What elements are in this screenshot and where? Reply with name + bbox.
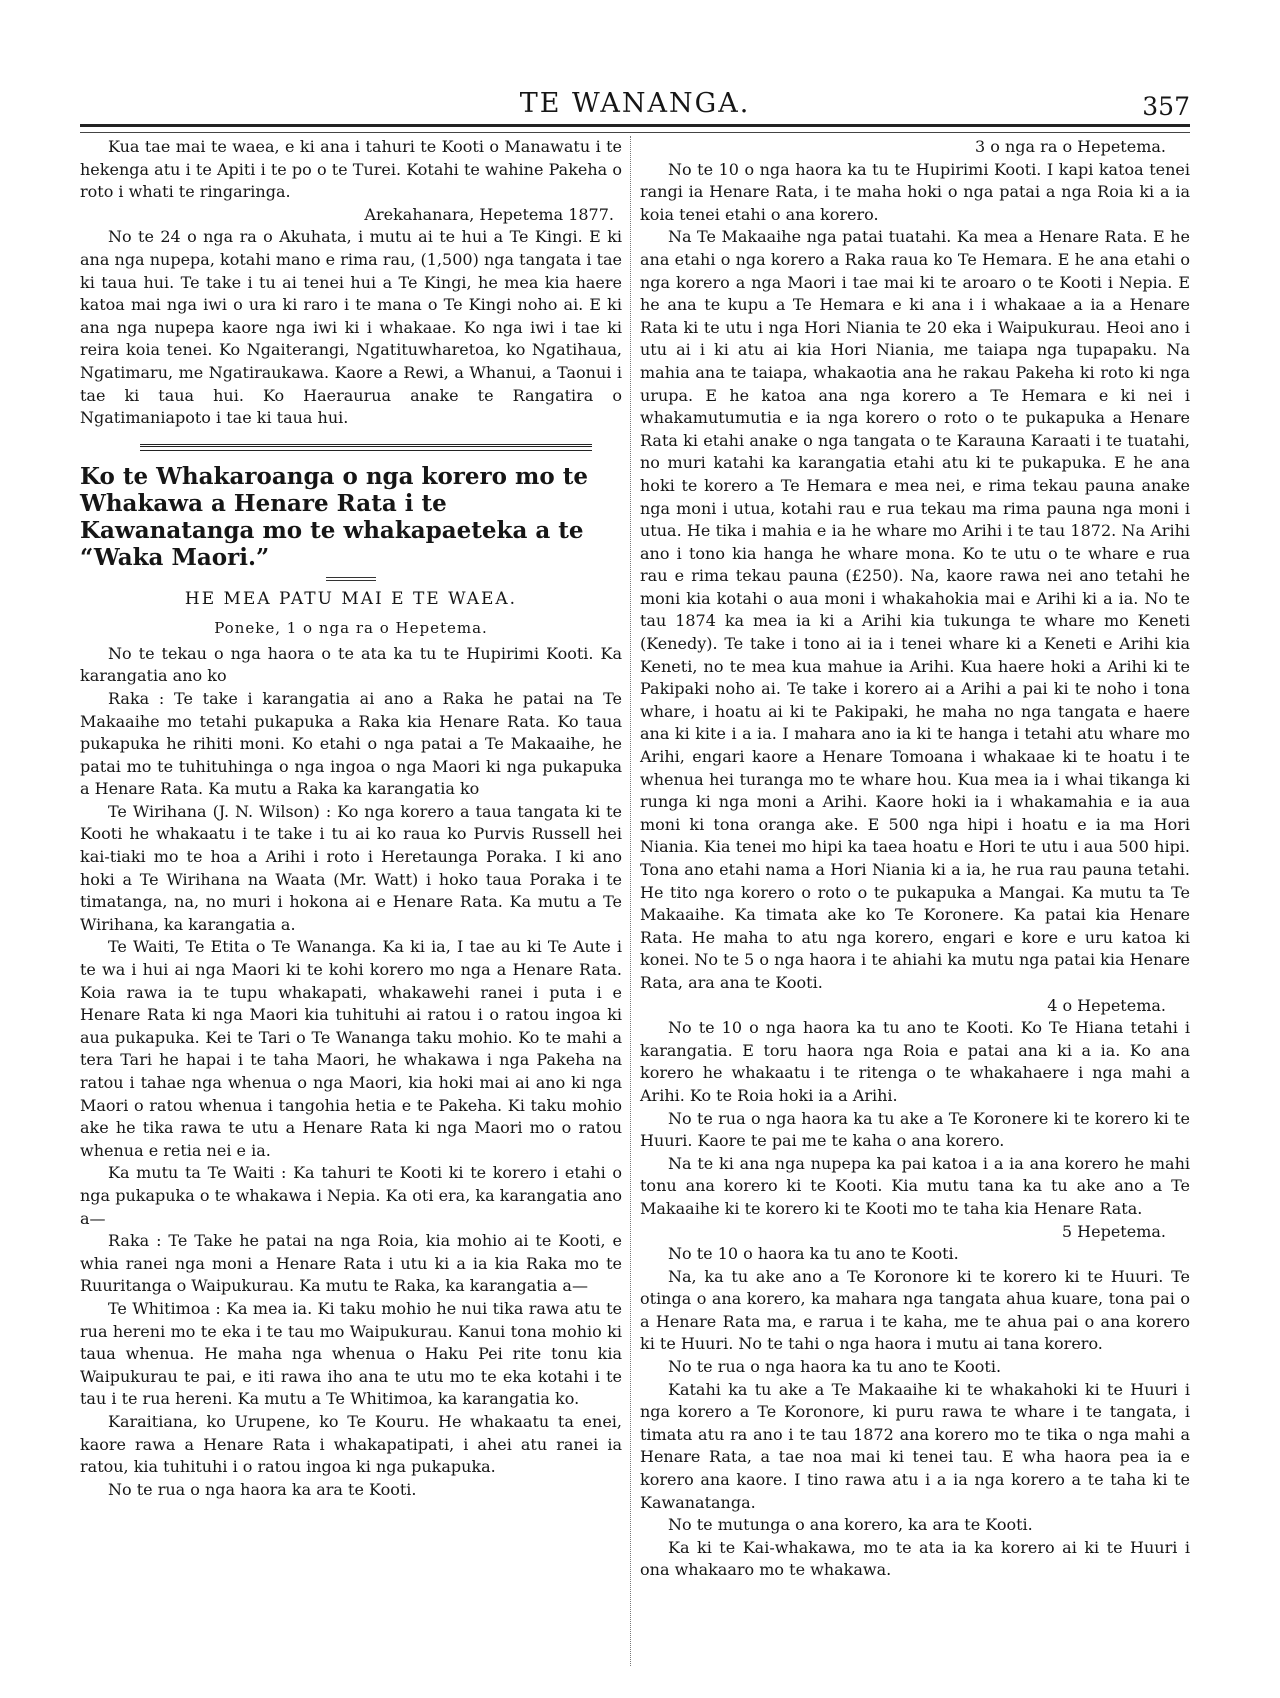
column-divider [630,136,631,1666]
article-paragraph: Na Te Makaaihe nga patai tuatahi. Ka mea a Henare Rata. E he ana etahi o nga korero a Raka raua ko Te Hemara. E he ana etahi o nga korero a nga Maori i tae mai ki te aroaro o te Kooti i Nepia. E he ana te kupu a Te Hemara e ki ana i i whakaae a ia a Henare Rata ki te utu i nga Hori Niania te 20 eka i Waipukurau. Heoi ano i utu ai i ki atu ai kia Hori Niania, me taiapa nga tupapaku. Na mahia ana te taiapa, whakaotia ana he rakau Pakeha ki roto ki nga urupa. E he katoa ana nga korero a Te Hemara e ki nei i whakamutumutia e ia nga korero o roto o te pukapuka a Henare Rata ki etahi anake o nga tangata o te Karauna Karaati i te tuatahi, no muri katahi ka karangatia etahi atu ki te pukapuka. E he ana hoki te korero a Te Hemara e mea nei, e rima tekau pauna anake nga moni i utua, kotahi rau e rua tekau ma rima pauna nga moni i utua. He tika i mahia e ia he whare mo Arihi i te tau 1872. Na Arihi ano i tono kia hanga he whare mona. Ko te utu o te whare e rua rau e rima tekau pauna (£250). Na, kaore rawa nei ano tetahi he moni kia kotahi o aua moni i whakahokia mai e Arihi ki a ia. No te tau 1874 ka mea ia ki a Arihi kia tukunga te whare mo Keneti (Kenedy). Te take i tono ai ia i tenei whare ki a Keneti e Arihi kia Keneti, no te mea kua mahue ia Arihi. Kua haere hoki a Arihi ki te Pakipaki noho ai. Te take i korero ai a Arihi a pai ki te noho i tona whare, i hoatu ai ki te Pakipaki, he maha no nga tangata e haere ana ki kite i a ia. I mahara ano ia ki te hanga i tetahi atu whare mo Arihi, engari kaore a Henare Tomoana i whakaae ki te hoatu i te whenua hei turanga mo te whare hou. Kua mea ia i whai tikanga ki runga ki nga moni a Arihi. Kaore hoki ia i whakamahia e ia aua moni ki tona oranga ake. E 500 nga hipi i hoatu e ia ma Hori Niania. Kia tenei mo hipi ka taea hoatu e Hori te utu i aua 500 hipi. Tona ano etahi nama a Hori Niania ki a ia, he rua rau pauna tetahi. He tito nga korero o roto o te pukapuka a Mangai. Ka mutu ta Te Makaaihe. Ka timata ake ko Te Koronere. Ka patai kia Henare Rata. He maha to atu nga korero, engari e kore e uru katoa ki konei. No te 5 o nga haora i te ahiahi ka mutu nga patai kia Henare Rata, ara ana te Kooti. [640,227,1190,992]
newspaper-title: TE WANANGA. [519,88,751,119]
header-rule-thin [80,132,1190,133]
headline-rule [326,577,376,581]
section-date: 3 o nga ra o Hepetema. [975,137,1166,156]
right-column [640,136,1190,1582]
page-number: 357 [1142,92,1190,121]
article-dateline: Poneke, 1 o nga ra o Hepetema. [214,618,488,637]
article-paragraph: No te rua o nga haora ka tu ake a Te Koronere ki te korero ki te Huuri. Kaore te pai me te kaha o ana korero. [640,1108,1190,1151]
article-paragraph: Na, ka tu ake ano a Te Koronore ki te korero ki te Huuri. Te otinga o ana korero, ka mahara nga tangata ahua kuare, tona pai o a Henare Rata ma, e rarua i te kaha, me te ahua pai o ana korero ki te Huuri. No te tahi o nga haora i mutu ai tana korero. [640,1266,1190,1354]
header-rule [80,124,1190,127]
section-date: 5 Hepetema. [1061,1221,1166,1241]
article-paragraph: Te Waiti, Te Etita o Te Wananga. Ka ki ia, I tae au ki Te Aute i te wa i hui ai nga Maori ki te kohi korero mo nga a Henare Rata. Koia rawa ia te tupu whakapati, whakawehi ranei i puta i e Henare Rata ki nga Maori kia tuhituhi ai ratou i o ratou ingoa ki aua pukapuka. Kei te Tari o Te Wananga taku mohio. Ko te mahi a tera Tari he hapai i te taha Maori, he whakawa i nga Pakeha na ratou i tahae nga whenua o nga Maori, kia hoki mai ai ano ki nga Maori o ratou whenua i tangohia hetia e te Pakeha. Ki taku mohio ake he tika rawa te utu a Henare Rata ki nga Maori mo o ratou whenua e retia nei e ia. [80,937,622,1160]
article-paragraph: Raka : Te Take he patai na nga Roia, kia mohio ai te Kooti, e whia ranei nga moni a Henare Rata i utu ki a ia kia Raka mo te Ruuritanga o Waipukurau. Ka mutu te Raka, ka karangatia a— [80,1231,622,1296]
article-paragraph: No te 10 o nga haora ka tu te Hupirimi Kooti. I kapi katoa tenei rangi ia Henare Rata, i te maha hoki o nga patai a nga Roia ki a ia koia tenei etahi o ana korero. [640,159,1190,224]
article-paragraph: Kua tae mai te waea, e ki ana i tahuri te Kooti o Manawatu i te hekenga atu i te Apiti i te po o te Turei. Kotahi te wahine Pakeha o roto i whati te ringaringa. [80,137,622,202]
article-paragraph: No te mutunga o ana korero, ka ara te Kooti. [668,1515,1033,1535]
article-paragraph: Katahi ka tu ake a Te Makaaihe ki te whakahoki ki te Huuri i nga korero a Te Koronore, ki puru rawa te whare i te tangata, i timata atu ra ano i te tau 1872 ana korero mo te tika o nga mahi a Henare Rata, a tae noa mai ki tenei tau. E wha haora pea ia e korero ana kaore. I tino rawa atu i a ia nga korero a te taha ki te Kawanatanga. [640,1379,1190,1512]
article-subheading: HE MEA PATU MAI E TE WAEA. [184,588,518,609]
section-separator [140,444,592,451]
article-signoff: Arekahanara, Hepetema 1877. [364,204,614,224]
article-paragraph: No te rua o nga haora ka ara te Kooti. [108,1479,417,1499]
section-date: 4 o Hepetema. [1047,995,1166,1015]
article-paragraph: Te Wirihana (J. N. Wilson) : Ko nga korero a taua tangata ki te Kooti he whakaatu i te take i tu ai ko raua ko Purvis Russell hei kai-tiaki mo te hoa a Arihi i roto i Heretaunga Poraka. I ki ano hoki a Te Wirihana na Waata (Mr. Watt) i hoko taua Poraka i te timatanga, na, no muri i hokona ai e Henare Rata. Ka mutu a Te Wirihana, ka karangatia a. [80,801,622,934]
article-headline: Ko te Whakaroanga o nga korero mo te Whakawa a Henare Rata i te Kawanatanga mo te whakapaeteka a te “Waka Maori.” [80,462,588,571]
article-paragraph: No te rua o nga haora ka tu ano te Kooti. [668,1357,1002,1377]
article-paragraph: No te 24 o nga ra o Akuhata, i mutu ai te hui a Te Kingi. E ki ana nga nupepa, kotahi mano e rima rau, (1,500) nga tangata i tae ki taua hui. Te take i tu ai tenei hui a Te Kingi, he mea kia haere katoa mai nga iwi o ura ki raro i te mana o Te Kingi noho ai. E ki ana nga nupepa kaore nga iwi ki i whakaae. Ko nga iwi i tae ki reira koia tenei. Ko Ngaiterangi, Ngatituwharetoa, ko Ngatihaua, Ngatimaru, me Ngatiraukawa. Kaore a Rewi, a Whanui, a Taonui i tae ki taua hui. Ko Haeraurua anake te Rangatira o Ngatimaniapoto i tae ki taua hui. [80,227,622,428]
article-paragraph: No te 10 o nga haora ka tu ano te Kooti. Ko Te Hiana tetahi i karangatia. E toru haora nga Roia e patai ana ki a ia. Ko ana korero he whakaatu i te ritenga o te whakahaere i nga mahi a Arihi. Ko te Roia hoki ia a Arihi. [640,1018,1190,1105]
article-paragraph: Karaitiana, ko Urupene, ko Te Kouru. He whakaatu ta enei, kaore rawa a Henare Rata i whakapatipati, i ahei atu ranei ia ratou, kia tuhituhi i o ratou ingoa ki nga pukapuka. [80,1411,622,1477]
article-paragraph: Te Whitimoa : Ka mea ia. Ki taku mohio he nui tika rawa atu te rua hereni mo te eka i te tau mo Waipukurau. Kanui tona mohio ki taua whenua. He maha nga whenua o Haku Pei rite tonu kia Waipukurau te pai, e iti rawa iho ana te utu mo te eka kotahi i te tau i te rua hereni. Ka mutu a Te Whitimoa, ka karangatia ko. [80,1298,622,1409]
left-column [80,136,622,1501]
article-paragraph: Na te ki ana nga nupepa ka pai katoa i a ia ana korero he mahi tonu ana korero ki te Kooti. Kia mutu tana ka tu ake ano a Te Makaaihe ki te korero ki te Kooti mo te taha kia Henare Rata. [640,1153,1190,1218]
masthead [80,84,1190,128]
article-paragraph: No te tekau o nga haora o te ata ka tu te Hupirimi Kooti. Ka karangatia ano ko [80,643,622,686]
article-paragraph: No te 10 o haora ka tu ano te Kooti. [668,1244,959,1264]
article-paragraph: Ka ki te Kai-whakawa, mo te ata ia ka korero ai ki te Huuri i ona whakaaro mo te whakawa. [640,1537,1190,1580]
article-paragraph: Ka mutu ta Te Waiti : Ka tahuri te Kooti ki te korero i etahi o nga pukapuka o te whakawa i Nepia. Ka oti era, ka karangatia ano a— [80,1163,622,1228]
article-paragraph: Raka : Te take i karangatia ai ano a Raka he patai na Te Makaaihe mo tetahi pukapuka a Raka kia Henare Rata. Ko taua pukapuka he rihiti moni. Ko etahi o nga patai a Te Makaaihe, he patai mo te tuhituhinga o nga ingoa o nga Maori ki nga pukapuka a Henare Rata. Ka mutu a Raka ka karangatia ko [80,688,622,799]
